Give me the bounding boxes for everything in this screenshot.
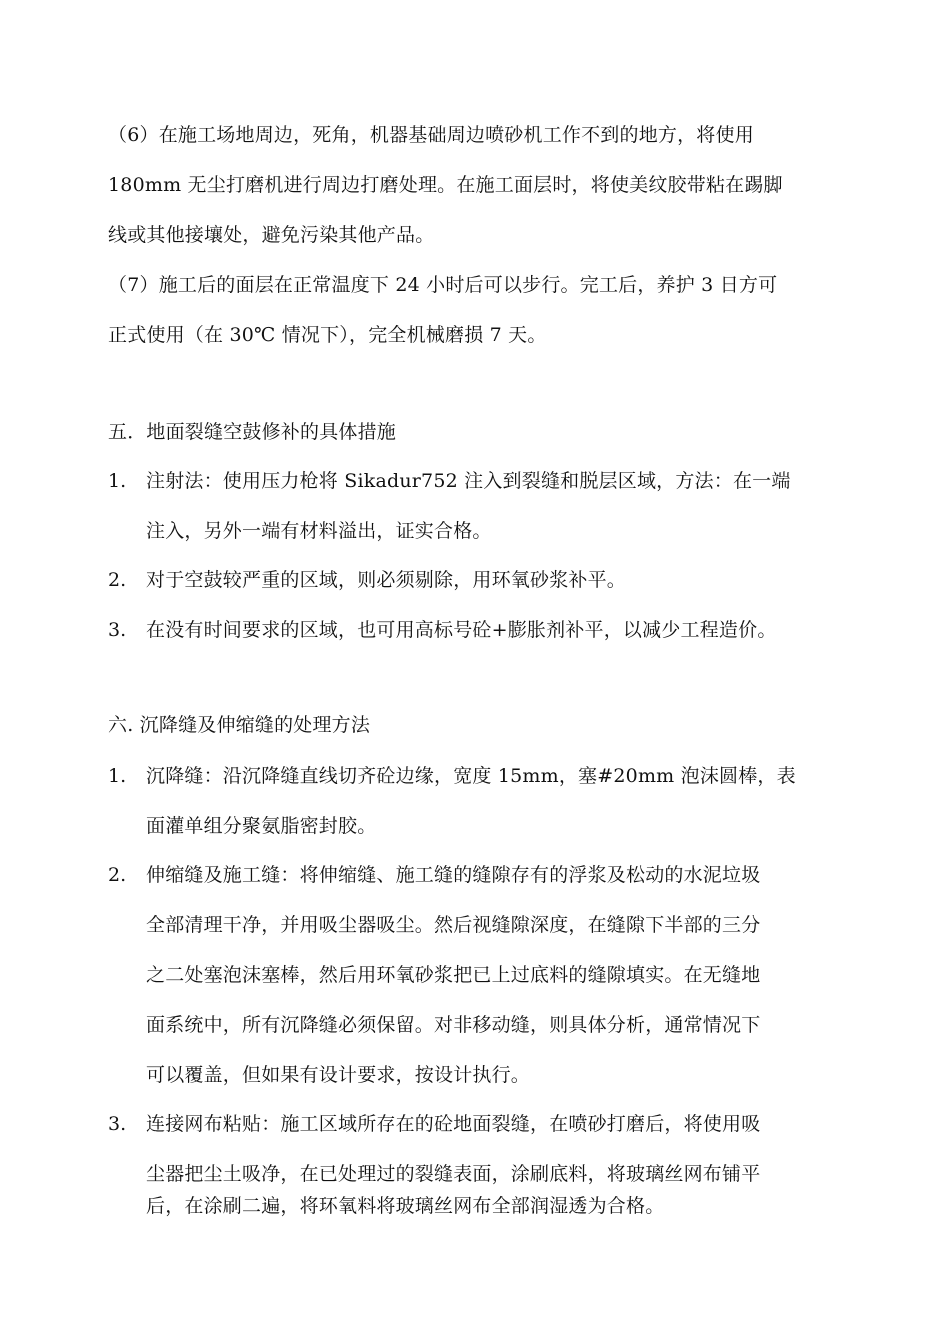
section-5-item-1-number: 1. xyxy=(108,470,127,492)
paragraph-6-line-3: 线或其他接壤处，避免污染其他产品。 xyxy=(108,224,435,246)
section-6-item-3-line-1: 连接网布粘贴：施工区域所存在的砼地面裂缝，在喷砂打磨后，将使用吸 xyxy=(146,1113,761,1135)
paragraph-6-line-2: 180mm 无尘打磨机进行周边打磨处理。在施工面层时，将使美纹胶带粘在踢脚 xyxy=(108,174,783,196)
section-6-item-2-line-2: 全部清理干净，并用吸尘器吸尘。然后视缝隙深度，在缝隙下半部的三分 xyxy=(146,914,761,936)
paragraph-7-line-2: 正式使用（在 30℃ 情况下），完全机械磨损 7 天。 xyxy=(108,324,547,346)
section-6-item-1-line-1: 沉降缝：沿沉降缝直线切齐砼边缘，宽度 15mm，塞#20mm 泡沫圆棒，表 xyxy=(146,765,796,787)
section-5-heading: 五．地面裂缝空鼓修补的具体措施 xyxy=(108,421,397,443)
section-6-item-2-line-1: 伸缩缝及施工缝：将伸缩缝、施工缝的缝隙存有的浮浆及松动的水泥垃圾 xyxy=(146,864,761,886)
section-5-item-2-line-1: 对于空鼓较严重的区域，则必须剔除，用环氧砂浆补平。 xyxy=(146,569,627,591)
section-5-item-3-line-1: 在没有时间要求的区域，也可用高标号砼+膨胀剂补平，以减少工程造价。 xyxy=(146,619,777,641)
section-5-item-3-number: 3. xyxy=(108,619,127,641)
section-6-item-3-line-3: 后，在涂刷二遍，将环氧料将玻璃丝网布全部润湿透为合格。 xyxy=(146,1195,665,1217)
section-5-item-2-number: 2. xyxy=(108,569,127,591)
paragraph-7-line-1: （7）施工后的面层在正常温度下 24 小时后可以步行。完工后，养护 3 日方可 xyxy=(108,274,778,296)
section-6-item-3-number: 3. xyxy=(108,1113,127,1135)
section-6-item-1-line-2: 面灌单组分聚氨脂密封胶。 xyxy=(146,815,377,837)
section-6-item-1-number: 1. xyxy=(108,765,127,787)
paragraph-6-line-1: （6）在施工场地周边，死角，机器基础周边喷砂机工作不到的地方，将使用 xyxy=(108,124,754,146)
section-6-item-2-line-3: 之二处塞泡沫塞棒，然后用环氧砂浆把已上过底料的缝隙填实。在无缝地 xyxy=(146,964,761,986)
section-6-item-2-line-4: 面系统中，所有沉降缝必须保留。对非移动缝，则具体分析，通常情况下 xyxy=(146,1014,761,1036)
section-5-item-1-line-1: 注射法：使用压力枪将 Sikadur752 注入到裂缝和脱层区域，方法：在一端 xyxy=(146,470,791,492)
section-6-heading: 六. 沉降缝及伸缩缝的处理方法 xyxy=(108,714,371,736)
section-6-item-3-line-2: 尘器把尘土吸净，在已处理过的裂缝表面，涂刷底料，将玻璃丝网布铺平 xyxy=(146,1163,761,1185)
section-5-item-1-line-2: 注入，另外一端有材料溢出，证实合格。 xyxy=(146,520,492,542)
section-6-item-2-line-5: 可以覆盖，但如果有设计要求，按设计执行。 xyxy=(146,1064,531,1086)
section-6-item-2-number: 2. xyxy=(108,864,127,886)
